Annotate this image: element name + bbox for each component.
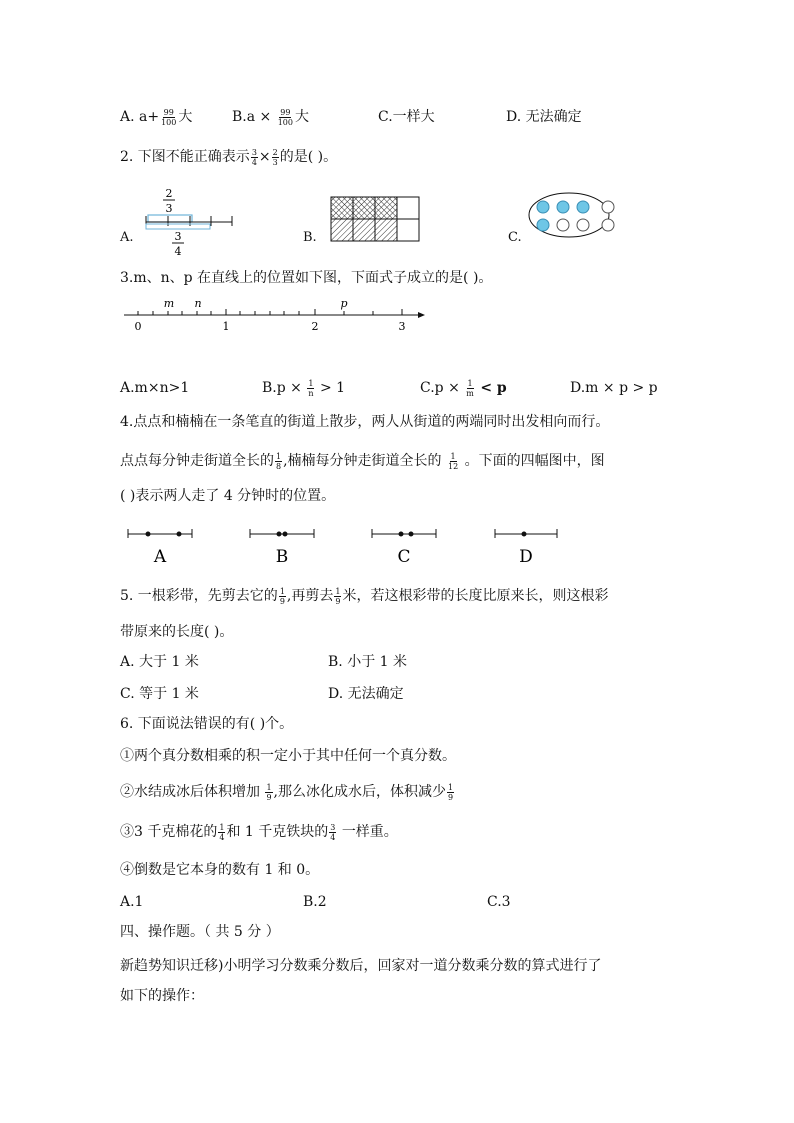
q4-figures	[120, 524, 570, 568]
filled-circle	[557, 201, 569, 213]
section-4-line-2: 如下的操作：	[120, 988, 204, 1004]
fraction	[277, 108, 294, 127]
numerator: 2	[272, 147, 278, 157]
q5-line-2: 带原来的长度( )。	[120, 624, 234, 640]
fraction	[275, 452, 282, 471]
q2-figure-a	[140, 182, 240, 262]
denominator: 100	[277, 117, 293, 127]
denominator: 4	[219, 832, 225, 842]
q3-option-c	[420, 378, 507, 398]
text: 大	[178, 109, 193, 125]
q3-option-a: A.m×n>1	[120, 380, 190, 396]
q4-line-2	[120, 451, 605, 471]
numerator: 1	[266, 782, 272, 792]
numerator: 1	[448, 782, 454, 792]
numerator: 99	[163, 107, 174, 117]
fraction-denominator: 3	[165, 202, 173, 215]
text: 和 1 千克铁块的	[226, 824, 329, 840]
text: ,那么冰化成水后，体积减少	[273, 784, 446, 800]
fraction	[447, 783, 454, 802]
q6-stem: 6. 下面说法错误的有( )个。	[120, 716, 294, 732]
q4-line-3: ( )表示两人走了 4 分钟时的位置。	[120, 488, 336, 504]
numerator: 1	[335, 586, 341, 596]
denominator: 3	[272, 157, 278, 167]
figure-label-b: B	[275, 547, 289, 567]
fraction	[160, 108, 177, 127]
denominator: m	[466, 388, 474, 398]
numerator: 1	[467, 378, 473, 388]
q1-option-b	[232, 107, 309, 127]
text: 2. 下图不能正确表示	[120, 149, 250, 165]
q6-option-a: A.1	[120, 894, 144, 910]
q6-statement-2	[120, 782, 455, 802]
text: 一样重。	[341, 824, 398, 840]
shaded-region	[331, 197, 397, 219]
text: 米，若这根彩带的长度比原来长，则这根彩	[342, 588, 609, 604]
numerator: 1	[279, 586, 285, 596]
filled-circle	[537, 201, 549, 213]
fraction	[265, 783, 272, 802]
denominator: n	[308, 388, 314, 398]
q2-stem	[120, 147, 337, 167]
highlight-bracket	[148, 215, 192, 222]
q5-option-d: D. 无法确定	[328, 686, 404, 702]
denominator: 9	[448, 792, 454, 802]
fraction	[329, 823, 336, 842]
numerator: 1	[219, 822, 225, 832]
text: 。下面的四幅图中，图	[464, 453, 605, 469]
empty-circle	[602, 201, 614, 213]
text: 的是( )。	[279, 149, 338, 165]
fraction	[334, 587, 341, 606]
numerator: 99	[280, 107, 291, 117]
q5-option-c: C. 等于 1 米	[120, 686, 199, 702]
q5-option-b: B. 小于 1 米	[328, 654, 407, 670]
q4-line-1: 4.点点和楠楠在一条笔直的街道上散步，两人从街道的两端同时出发相向而行。	[120, 414, 610, 430]
denominator: 8	[276, 461, 282, 471]
numerator: 3	[251, 147, 257, 157]
q2-figure-c	[526, 190, 621, 240]
q1-option-a	[120, 107, 192, 127]
text: B.a ×	[232, 109, 272, 125]
text: ②水结成冰后体积增加	[120, 784, 260, 800]
q1-option-c: C.一样大	[378, 109, 435, 125]
text: ,楠楠每分钟走街道全长的	[283, 453, 442, 469]
point-label-n: n	[194, 297, 202, 310]
tick-label: 0	[134, 320, 142, 333]
text: ,再剪去	[286, 588, 334, 604]
tick-label: 2	[311, 320, 319, 333]
q2-figure-b	[330, 196, 422, 242]
figure-label-d: D	[519, 547, 533, 567]
denominator: 4	[251, 157, 257, 167]
text: A. a+	[120, 109, 160, 125]
q5-option-a: A. 大于 1 米	[120, 654, 199, 670]
text: 5. 一根彩带，先剪去它的	[120, 588, 278, 604]
text: C.p ×	[420, 380, 460, 396]
text: ×	[258, 149, 271, 165]
fraction-denominator: 4	[174, 245, 182, 258]
q2-label-b: B.	[303, 230, 317, 245]
numerator: 1	[276, 451, 282, 461]
point-label-p: p	[340, 297, 348, 310]
figure-label-c: C	[397, 547, 411, 567]
text: > 1	[319, 380, 346, 396]
q6-statement-1: ①两个真分数相乘的积一定小于其中任何一个真分数。	[120, 748, 456, 764]
fraction	[251, 148, 258, 167]
denominator: 9	[279, 596, 285, 606]
fraction-numerator: 2	[165, 187, 173, 200]
section-4-line-1: 新趋势知识迁移)小明学习分数乘分数后，回家对一道分数乘分数的算式进行了	[120, 958, 602, 974]
empty-circle	[557, 219, 569, 231]
fraction-numerator: 3	[174, 230, 182, 243]
q5-line-1	[120, 586, 608, 606]
numerator: 1	[308, 378, 314, 388]
section-4-title: 四、操作题。（ 共 5 分 ）	[120, 924, 280, 940]
fraction	[218, 823, 225, 842]
q3-stem: 3.m、n、p 在直线上的位置如下图，下面式子成立的是( )。	[120, 270, 493, 286]
figure-label-a: A	[153, 547, 167, 567]
filled-circle	[577, 201, 589, 213]
q1-option-d: D. 无法确定	[506, 109, 582, 125]
text: 点点每分钟走街道全长的	[120, 453, 274, 469]
empty-circle	[577, 219, 589, 231]
q6-statement-4: ④倒数是它本身的数有 1 和 0。	[120, 862, 320, 878]
denominator: 9	[266, 792, 272, 802]
q6-option-b: B.2	[303, 894, 327, 910]
q6-option-c: C.3	[487, 894, 511, 910]
q3-option-b	[262, 378, 345, 398]
fraction	[465, 379, 475, 398]
denominator: 4	[330, 832, 336, 842]
q3-option-d: D.m × p > p	[570, 380, 658, 396]
filled-circle	[537, 219, 549, 231]
fraction	[447, 452, 459, 471]
fraction	[279, 587, 286, 606]
q6-statement-3	[120, 822, 398, 842]
empty-circle	[602, 219, 614, 231]
q3-number-line	[118, 296, 428, 336]
denominator: 12	[448, 461, 459, 471]
numerator: 3	[330, 822, 336, 832]
text: < p	[480, 380, 507, 396]
highlight-bracket	[146, 224, 210, 229]
text: 大	[295, 109, 309, 125]
arrow-head	[418, 312, 425, 318]
q2-label-c: C.	[508, 230, 522, 245]
point-label-m: m	[163, 297, 175, 310]
fraction	[307, 379, 314, 398]
text: B.p ×	[262, 380, 302, 396]
text: ③3 千克棉花的	[120, 824, 218, 840]
numerator: 1	[450, 451, 456, 461]
tick-label: 1	[222, 320, 230, 333]
tick-label: 3	[398, 320, 406, 333]
denominator: 9	[335, 596, 341, 606]
fraction	[272, 148, 279, 167]
denominator: 100	[161, 117, 177, 127]
q2-label-a: A.	[120, 230, 134, 245]
